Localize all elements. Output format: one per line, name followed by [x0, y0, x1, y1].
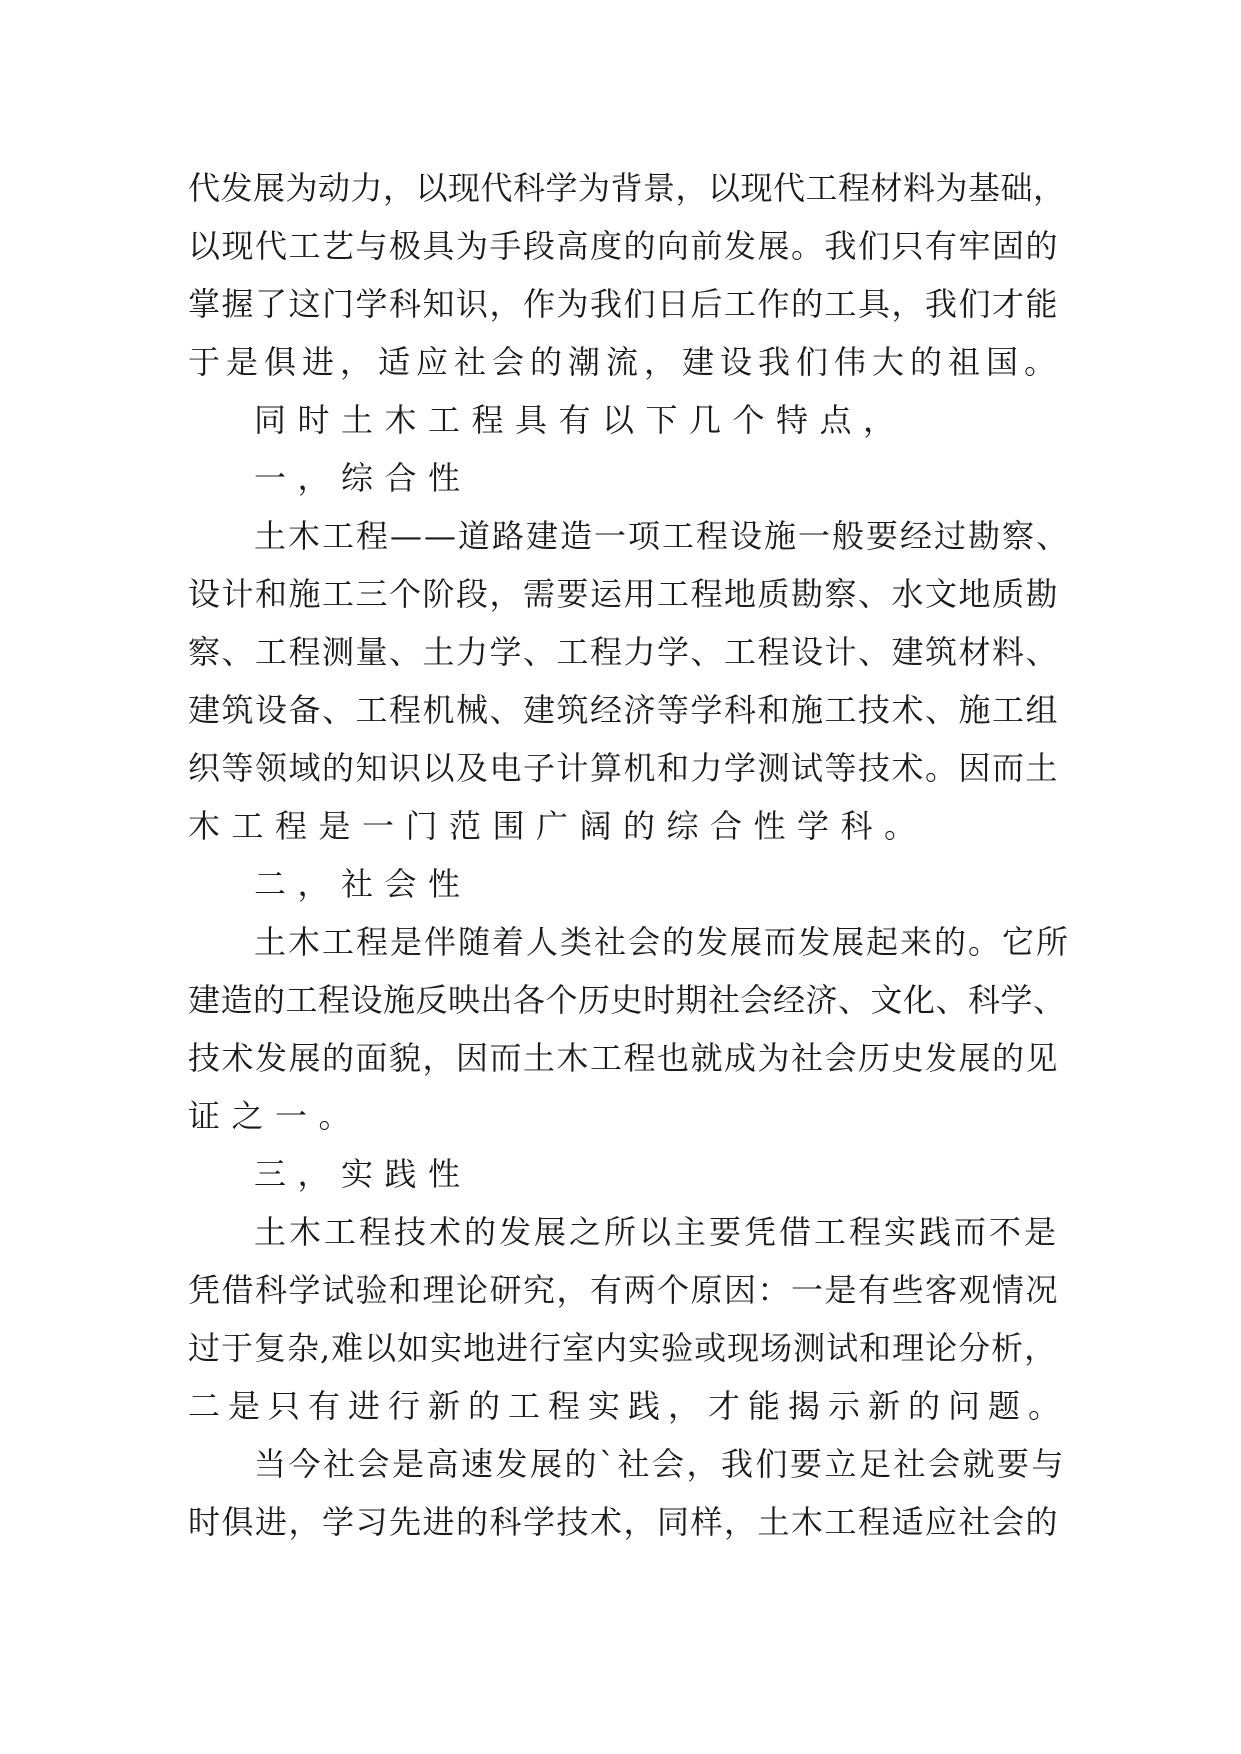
text-line: 凭借科学试验和理论研究，有两个原因：一是有些客观情况 [188, 1271, 1060, 1309]
text-line: 技术发展的面貌，因而土木工程也就成为社会历史发展的见 [188, 1039, 1060, 1077]
section-heading: 一，综合性 [254, 459, 472, 497]
text-line: 当今社会是高速发展的`社会，我们要立足社会就要与 [254, 1445, 1067, 1483]
section-heading: 二，社会性 [254, 865, 472, 903]
text-line: 土木工程——道路建造一项工程设施一般要经过勘察、 [254, 517, 1071, 555]
text-line: 时俱进，学习先进的科学技术，同样，土木工程适应社会的 [188, 1503, 1060, 1541]
text-line: 于是俱进，适应社会的潮流，建设我们伟大的祖国。 [188, 343, 1063, 381]
text-line: 织等领域的知识以及电子计算机和力学测试等技术。因而土 [188, 749, 1060, 787]
section-heading: 三，实践性 [254, 1155, 472, 1193]
text-line: 代发展为动力，以现代科学为背景，以现代工程材料为基础， [188, 169, 1066, 207]
text-line: 二是只有进行新的工程实践，才能揭示新的问题。 [188, 1387, 1069, 1425]
text-line: 建造的工程设施反映出各个历史时期社会经济、文化、科学、 [188, 981, 1066, 1019]
text-line: 以现代工艺与极具为手段高度的向前发展。我们只有牢固的 [188, 227, 1060, 265]
text-line: 察、工程测量、土力学、工程力学、工程设计、建筑材料、 [188, 633, 1060, 671]
text-line: 木工程是一门范围广阔的综合性学科。 [188, 807, 928, 845]
text-line: 同时土木工程具有以下几个特点， [254, 401, 907, 439]
text-line: 掌握了这门学科知识，作为我们日后工作的工具，我们才能 [188, 285, 1060, 323]
text-line: 土木工程是伴随着人类社会的发展而发展起来的。它所 [254, 923, 1071, 961]
text-line: 建筑设备、工程机械、建筑经济等学科和施工技术、施工组 [188, 691, 1060, 729]
text-line: 证之一。 [188, 1097, 363, 1135]
text-line: 设计和施工三个阶段，需要运用工程地质勘察、水文地质勘 [188, 575, 1060, 613]
text-line: 土木工程技术的发展之所以主要凭借工程实践而不是 [254, 1213, 1060, 1251]
text-line: 过于复杂,难以如实地进行室内实验或现场测试和理论分析， [188, 1329, 1058, 1367]
